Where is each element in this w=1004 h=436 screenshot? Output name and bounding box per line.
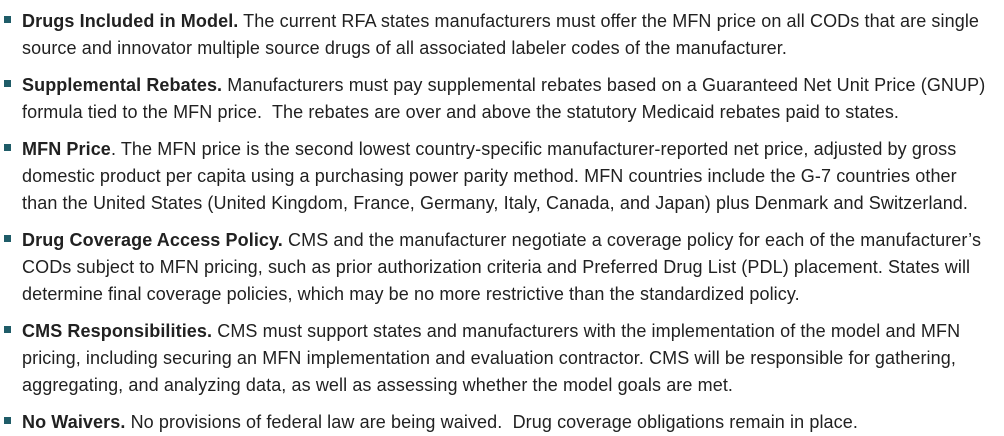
bullet-body: Manufacturers must pay supplemental rebates based on a Guaranteed Net Unit Price (GNUP) formula tied to the MFN price. The rebates are over and above the statutory Medicaid rebates paid to states. bbox=[22, 75, 991, 122]
bullet-body: CMS must support states and manufacturers with the implementation of the model and MFN pricing, including securing an MFN implementation and evaluation contractor. CMS will be responsible for gathering, aggregating, and analyzing data, as well as assessing whether the model goals are met. bbox=[22, 321, 966, 395]
bullet-lead: Drugs Included in Model. bbox=[22, 11, 239, 31]
bullet-item-drug-coverage-access-policy bbox=[4, 227, 992, 308]
bullet-text bbox=[22, 409, 858, 436]
square-bullet-icon bbox=[4, 326, 11, 333]
bullet-body: The current RFA states manufacturers must offer the MFN price on all CODs that are single source and innovator multiple source drugs of all associated labeler codes of the manufacturer. bbox=[22, 11, 985, 58]
bullet-item-mfn-price bbox=[4, 136, 992, 217]
square-bullet-icon bbox=[4, 144, 11, 151]
bullet-lead: Drug Coverage Access Policy. bbox=[22, 230, 283, 250]
bullet-lead: Supplemental Rebates. bbox=[22, 75, 223, 95]
bullet-text bbox=[22, 318, 992, 399]
bullet-body: CMS and the manufacturer negotiate a coverage policy for each of the manufacturer’s CODs subject to MFN pricing, such as prior authorization criteria and Preferred Drug List (PDL) placement. States will determine final coverage policies, which may be no more restrictive than the standardized policy. bbox=[22, 230, 987, 304]
bullet-item-no-waivers bbox=[4, 409, 992, 436]
bullet-text bbox=[22, 227, 992, 308]
bullet-item-drugs-included bbox=[4, 8, 992, 62]
bullet-lead: MFN Price bbox=[22, 139, 111, 159]
bullet-body: . The MFN price is the second lowest country-specific manufacturer-reported net price, adjusted by gross domestic product per capita using a purchasing power parity method. MFN countries include the G-7 countries other than the United States (United Kingdom, France, Germany, Italy, Canada, and Japan) plus Denmark and Switzerland. bbox=[22, 139, 969, 213]
bullet-text bbox=[22, 136, 992, 217]
bullet-lead: No Waivers. bbox=[22, 412, 126, 432]
square-bullet-icon bbox=[4, 235, 11, 242]
square-bullet-icon bbox=[4, 16, 11, 23]
bullet-text bbox=[22, 8, 992, 62]
bullet-item-supplemental-rebates bbox=[4, 72, 992, 126]
square-bullet-icon bbox=[4, 80, 11, 87]
square-bullet-icon bbox=[4, 417, 11, 424]
bullet-text bbox=[22, 72, 992, 126]
bullet-body: No provisions of federal law are being waived. Drug coverage obligations remain in place. bbox=[125, 412, 858, 432]
bullet-item-cms-responsibilities bbox=[4, 318, 992, 399]
bullet-lead: CMS Responsibilities. bbox=[22, 321, 213, 341]
